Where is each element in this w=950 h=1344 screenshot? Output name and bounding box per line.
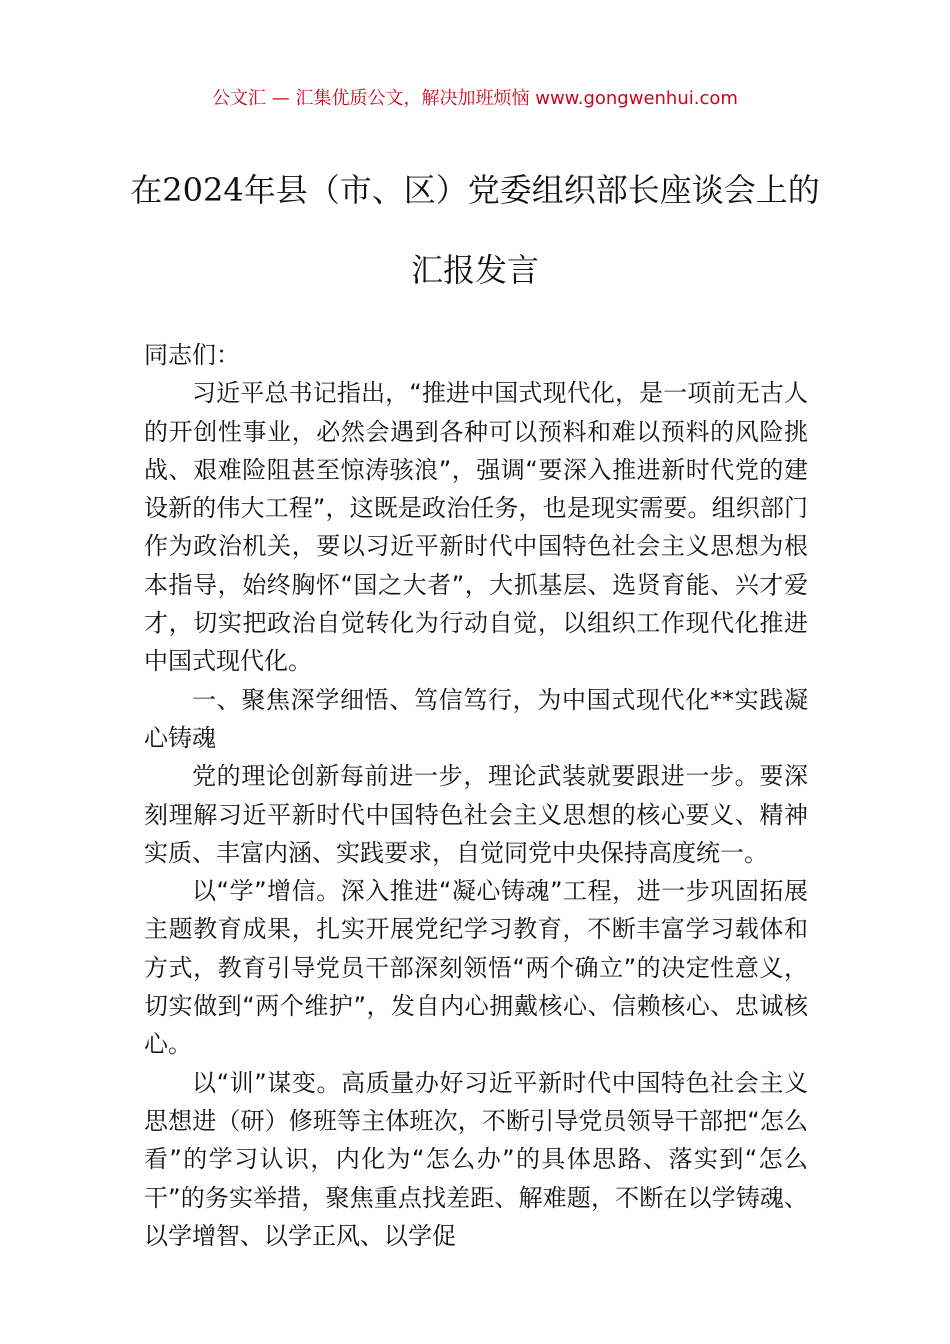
section-heading-1: 一、聚焦深学细悟、笃信笃行，为中国式现代化**实践凝心铸魂	[144, 685, 808, 752]
brand-header-link[interactable]: 公文汇 — 汇集优质公文，解决加班烦恼 www.gongwenhui.com	[212, 88, 738, 109]
section1-paragraph-2: 以“学”增信。深入推进“凝心铸魂”工程，进一步巩固拓展主题教育成果，扎实开展党纪学习教育，不断丰富学习载体和方式，教育引导党员干部深刻领悟“两个确立”的决定性意义，切实做到“两个维护”，发自内心拥戴核心、信赖核心、忠诚核心。	[144, 877, 808, 1059]
salutation: 同志们：	[144, 341, 240, 369]
section1-paragraph-3: 以“训”谋变。高质量办好习近平新时代中国特色社会主义思想进（研）修班等主体班次，不断引导党员领导干部把“怎么看”的学习认识，内化为“怎么办”的具体思路、落实到“怎么干”的务实举措，聚焦重点找差距、解难题，不断在以学铸魂、以学增智、以学正风、以学促	[144, 1068, 808, 1250]
document-title: 在2024年县（市、区）党委组织部长座谈会上的汇报发言	[130, 171, 820, 289]
document-body	[144, 336, 808, 1255]
intro-paragraph: 习近平总书记指出，“推进中国式现代化，是一项前无古人的开创性事业，必然会遇到各种可以预料和难以预料的风险挑战、艰难险阻甚至惊涛骇浪”，强调“要深入推进新时代党的建设新的伟大工程”，这既是政治任务，也是现实需要。组织部门作为政治机关，要以习近平新时代中国特色社会主义思想为根本指导，始终胸怀“国之大者”，大抓基层、选贤育能、兴才爱才，切实把政治自觉转化为行动自觉，以组织工作现代化推进中国式现代化。	[144, 379, 808, 676]
section1-paragraph-1: 党的理论创新每前进一步，理论武装就要跟进一步。要深刻理解习近平新时代中国特色社会主义思想的核心要义、精神实质、丰富内涵、实践要求，自觉同党中央保持高度统一。	[144, 762, 808, 867]
